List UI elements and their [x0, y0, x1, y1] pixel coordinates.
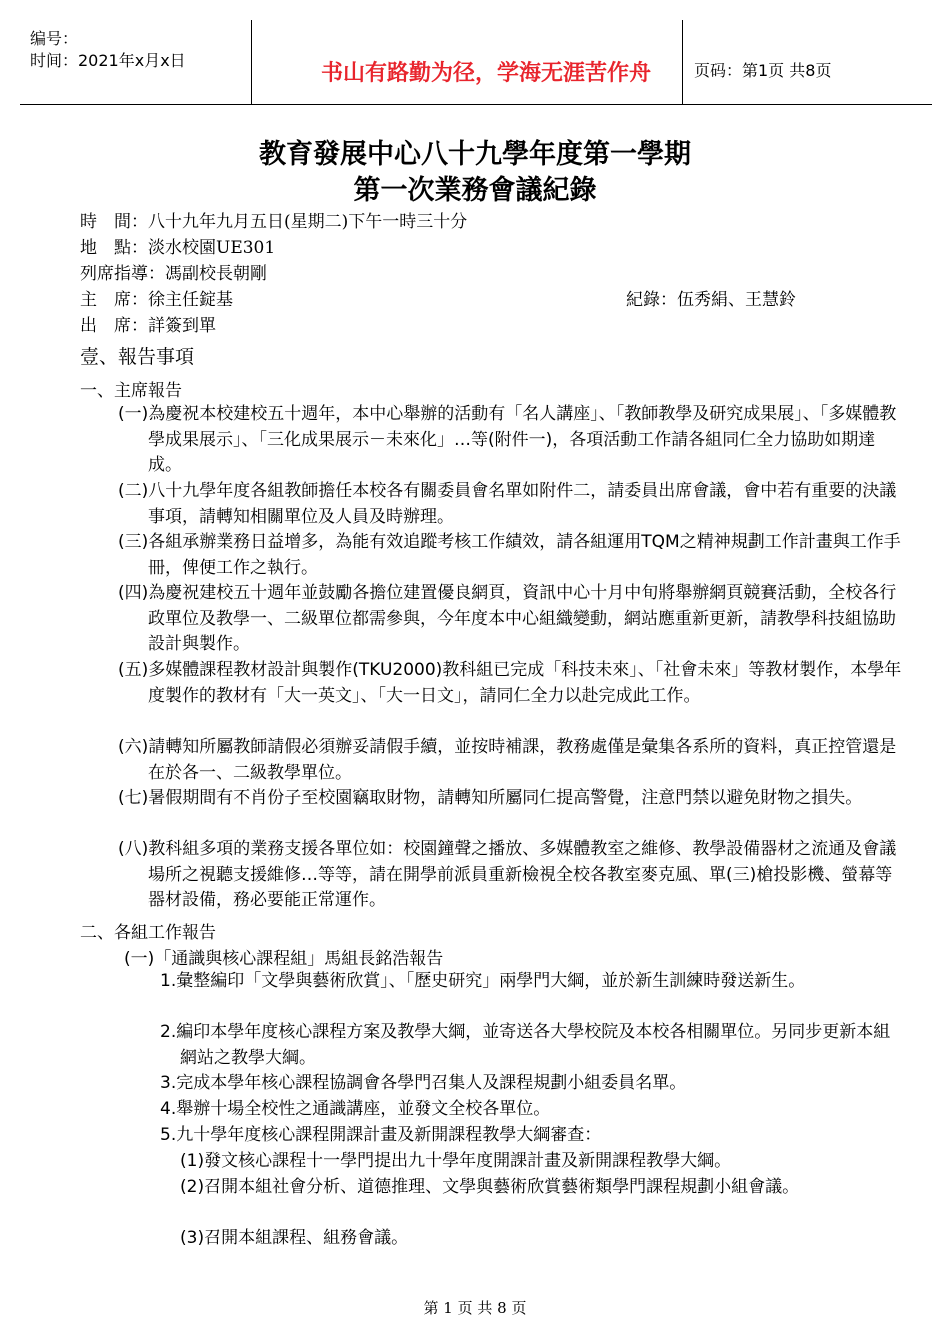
number-label: 编号： — [30, 29, 79, 48]
review-item-1: (1)發文核心課程十一學門提出九十學年度開課計畫及新開課程教學大綱。 — [180, 1151, 732, 1171]
header-divider — [251, 20, 252, 104]
header-motto: 书山有路勤为径，学海无涯苦作舟 — [320, 61, 651, 86]
section-group-report-heading: 二、各組工作報告 — [80, 923, 216, 943]
chair-item-5: (五)多媒體課程教材設計與製作(TKU2000)教科組已完成「科技未來」、「社會未來」等教材製作，本學年度製作的教材有「大一英文」、「大一日文」，請同仁全力以赴完成此工作。 — [118, 660, 902, 706]
meeting-time: 時 間：八十九年九月五日(星期二)下午一時三十分 — [80, 212, 468, 232]
chair-item-4: (四)為慶祝建校五十週年並鼓勵各擔位建置優良網頁，資訊中心十月中旬將舉辦網頁競賽活動，全校各行政單位及教學一、二級單位都需參與，今年度本中心組織變動，網站應重新更新，請教學科技組協助設計與製作。 — [118, 583, 897, 654]
document-title-line2: 第一次業務會議紀錄 — [353, 175, 597, 206]
chair-item-7: (七)暑假期間有不肖份子至校園竊取財物，請轉知所屬同仁提高警覺，注意門禁以避免財物之損失。 — [118, 788, 863, 808]
header-page-info: 页码：第1页 共8页 — [694, 61, 832, 80]
group-item-5: 5.九十學年度核心課程開課計畫及新開課程教學大綱審查： — [160, 1125, 602, 1145]
header-divider — [682, 20, 683, 104]
meeting-chair: 主 席：徐主任錠基 — [80, 290, 233, 310]
meeting-place: 地 點：淡水校園UE301 — [80, 238, 276, 258]
meeting-guide: 列席指導：馮副校長朝剛 — [80, 264, 267, 284]
chair-item-8: (八)教科組多項的業務支援各單位如：校園鐘聲之播放、多媒體教室之維修、教學設備器材之流通及會議場所之視聽支援維修…等等，請在開學前派員重新檢視全校各教室麥克風、單(三)槍投影機、螢幕等器材設備，務必要能正常運作。 — [118, 839, 897, 910]
page-header — [20, 20, 932, 105]
group-item-2: 2.編印本學年度核心課程方案及教學大綱，並寄送各大學校院及本校各相關單位。另同步更新本組網站之教學大綱。 — [160, 1022, 891, 1068]
section-main-heading: 壹、報告事項 — [80, 346, 195, 368]
group-heading: (一)「通識與核心課程組」馬組長銘浩報告 — [124, 949, 444, 969]
review-item-2: (2)召開本組社會分析、道德推理、文學與藝術欣賞藝術類學門課程規劃小組會議。 — [180, 1177, 800, 1197]
chair-item-3: (三)各組承辦業務日益增多，為能有效追蹤考核工作績效，請各組運用TQM之精神規劃工作計畫與工作手冊，俾便工作之執行。 — [118, 532, 901, 578]
group-item-1: 1.彙整編印「文學與藝術欣賞」、「歷史研究」兩學門大綱，並於新生訓練時發送新生。 — [160, 971, 806, 991]
page-footer: 第 1 页 共 8 页 — [423, 1299, 527, 1317]
time-label: 时间：2021年x月x日 — [30, 51, 186, 70]
document-title-line1: 教育發展中心八十九學年度第一學期 — [259, 139, 691, 170]
chair-item-6: (六)請轉知所屬教師請假必須辦妥請假手續，並按時補課，教務處僅是彙集各系所的資料，真正控管還是在於各一、二級教學單位。 — [118, 737, 897, 783]
chair-item-1: (一)為慶祝本校建校五十週年，本中心舉辦的活動有「名人講座」、「教師教學及研究成果展」、「多媒體教學成果展示」、「三化成果展示－未來化」…等(附件一)，各項活動工作請各組同仁全力協助如期達成。 — [118, 404, 897, 475]
meeting-attendees: 出 席：詳簽到單 — [80, 316, 216, 336]
header-info — [30, 28, 186, 72]
meeting-recorder: 紀錄：伍秀絹、王慧鈴 — [626, 290, 796, 310]
section-chair-report-heading: 一、主席報告 — [80, 381, 182, 401]
group-item-3: 3.完成本學年核心課程協調會各學門召集人及課程規劃小組委員名單。 — [160, 1073, 687, 1093]
chair-item-2: (二)八十九學年度各組教師擔任本校各有關委員會名單如附件二，請委員出席會議，會中若有重要的決議事項，請轉知相關單位及人員及時辦理。 — [118, 481, 897, 527]
review-item-3: (3)召開本組課程、組務會議。 — [180, 1228, 409, 1248]
group-item-4: 4.舉辦十場全校性之通識講座，並發文全校各單位。 — [160, 1099, 551, 1119]
